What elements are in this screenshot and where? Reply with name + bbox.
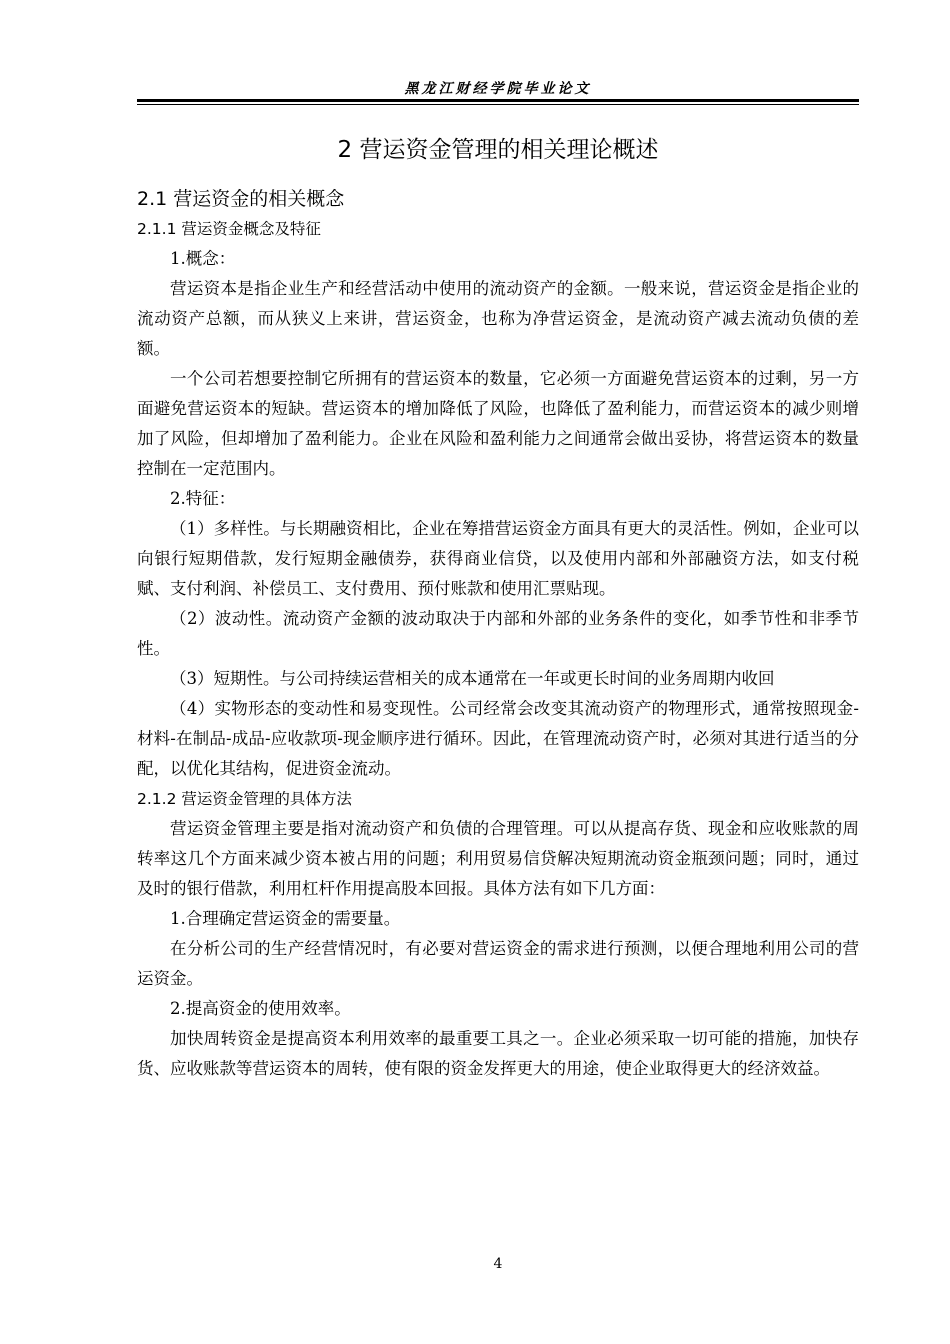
section-title-2-1: 2.1 营运资金的相关概念 <box>137 188 345 210</box>
subsection-title-2-1-1: 2.1.1 营运资金概念及特征 <box>137 220 321 238</box>
paragraph: 2.特征： <box>170 489 236 508</box>
paragraph: （2）波动性。流动资产金额的波动取决于内部和外部的业务条件的变化，如季节性和非季节性。 <box>137 609 859 658</box>
running-header: 黑龙江财经学院毕业论文 <box>404 81 592 97</box>
paragraph: （1）多样性。与长期融资相比，企业在筹措营运资金方面具有更大的灵活性。例如，企业可以向银行短期借款，发行短期金融债券，获得商业信贷，以及使用内部和外部融资方法，如支付税赋、支付利润、补偿员工、支付费用、预付账款和使用汇票贴现。 <box>137 519 859 598</box>
paragraph: 1.合理确定营运资金的需要量。 <box>170 909 401 928</box>
chapter-title: 2 营运资金管理的相关理论概述 <box>337 137 659 163</box>
paragraph: 2.提高资金的使用效率。 <box>170 999 351 1018</box>
paragraph: 加快周转资金是提高资本利用效率的最重要工具之一。企业必须采取一切可能的措施，加快存货、应收账款等营运资本的周转，使有限的资金发挥更大的用途，使企业取得更大的经济效益。 <box>137 1029 859 1078</box>
page-number: 4 <box>493 1256 503 1272</box>
paragraph: 营运资本是指企业生产和经营活动中使用的流动资产的金额。一般来说，营运资金是指企业的流动资产总额，而从狭义上来讲，营运资金，也称为净营运资金，是流动资产减去流动负债的差额。 <box>137 279 859 358</box>
paragraph: 一个公司若想要控制它所拥有的营运资本的数量，它必须一方面避免营运资本的过剩，另一方面避免营运资本的短缺。营运资本的增加降低了风险，也降低了盈利能力，而营运资本的减少则增加了风险，但却增加了盈利能力。企业在风险和盈利能力之间通常会做出妥协，将营运资本的数量控制在一定范围内。 <box>137 369 859 478</box>
paragraph: 营运资金管理主要是指对流动资产和负债的合理管理。可以从提高存货、现金和应收账款的周转率这几个方面来减少资本被占用的问题；利用贸易信贷解决短期流动资金瓶颈问题；同时，通过及时的银行借款，利用杠杆作用提高股本回报。具体方法有如下几方面： <box>137 819 859 898</box>
paragraph: （4）实物形态的变动性和易变现性。公司经常会改变其流动资产的物理形式，通常按照现金-材料-在制品-成品-应收款项-现金顺序进行循环。因此，在管理流动资产时，必须对其进行适当的分配，以优化其结构，促进资金流动。 <box>137 699 859 778</box>
page-content <box>137 132 859 1084</box>
header-rule-thin <box>137 104 859 105</box>
paragraph: 在分析公司的生产经营情况时，有必要对营运资金的需求进行预测，以便合理地利用公司的营运资金。 <box>137 939 859 988</box>
paragraph: 1.概念： <box>170 249 236 268</box>
header-rule-thick <box>137 99 859 102</box>
subsection-title-2-1-2: 2.1.2 营运资金管理的具体方法 <box>137 790 352 808</box>
paragraph: （3）短期性。与公司持续运营相关的成本通常在一年或更长时间的业务周期内收回 <box>170 669 775 688</box>
